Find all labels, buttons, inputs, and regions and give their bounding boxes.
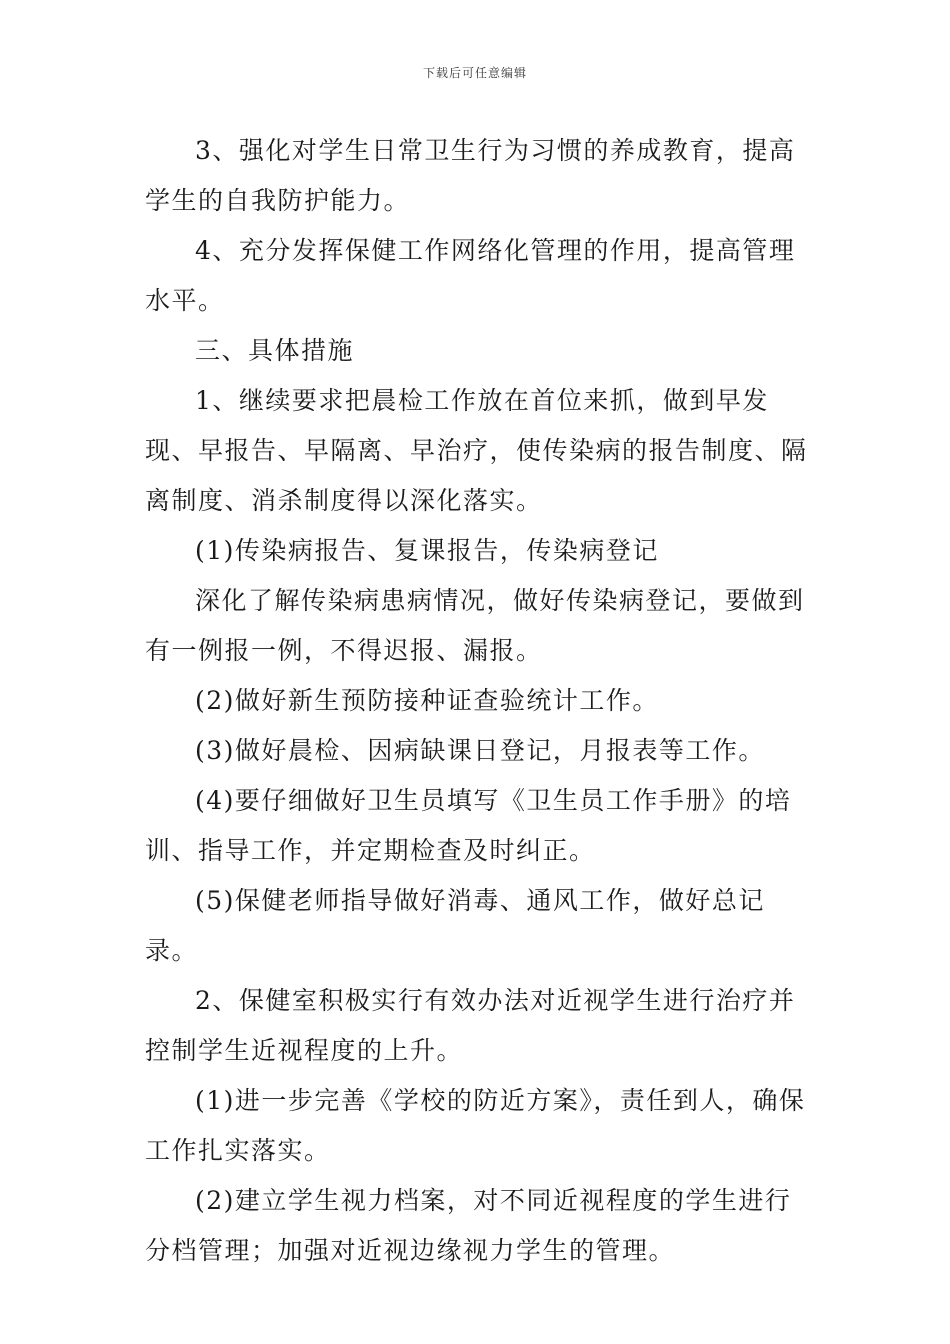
paragraph-item-1-1: (1)传染病报告、复课报告，传染病登记 <box>195 536 659 565</box>
section-heading-measures: 三、具体措施 <box>195 336 355 365</box>
paragraph-measure-1: 1、继续要求把晨检工作放在首位来抓，做到早发现、早报告、早隔离、早治疗，使传染病的报告制度、隔离制度、消杀制度得以深化落实。 <box>145 386 808 515</box>
paragraph-item-1-4: (4)要仔细做好卫生员填写《卫生员工作手册》的培训、指导工作，并定期检查及时纠正。 <box>145 786 792 865</box>
paragraph-item-1-1-detail: 深化了解传染病患病情况，做好传染病登记，要做到有一例报一例，不得迟报、漏报。 <box>145 586 805 665</box>
paragraph-goal-4: 4、充分发挥保健工作网络化管理的作用，提高管理水平。 <box>145 236 796 315</box>
document-body <box>145 126 810 1276</box>
paragraph-item-1-5: (5)保健老师指导做好消毒、通风工作，做好总记录。 <box>145 886 765 965</box>
page-header: 下载后可任意编辑 <box>422 66 527 80</box>
paragraph-measure-2: 2、保健室积极实行有效办法对近视学生进行治疗并控制学生近视程度的上升。 <box>145 986 796 1065</box>
paragraph-item-1-3: (3)做好晨检、因病缺课日登记，月报表等工作。 <box>195 736 765 765</box>
paragraph-item-1-2: (2)做好新生预防接种证查验统计工作。 <box>195 686 659 715</box>
paragraph-goal-3: 3、强化对学生日常卫生行为习惯的养成教育，提高学生的自我防护能力。 <box>145 136 796 215</box>
paragraph-item-2-2: (2)建立学生视力档案，对不同近视程度的学生进行分档管理；加强对近视边缘视力学生的管理。 <box>145 1186 792 1265</box>
paragraph-item-2-1: (1)进一步完善《学校的防近方案》，责任到人，确保工作扎实落实。 <box>145 1086 806 1165</box>
